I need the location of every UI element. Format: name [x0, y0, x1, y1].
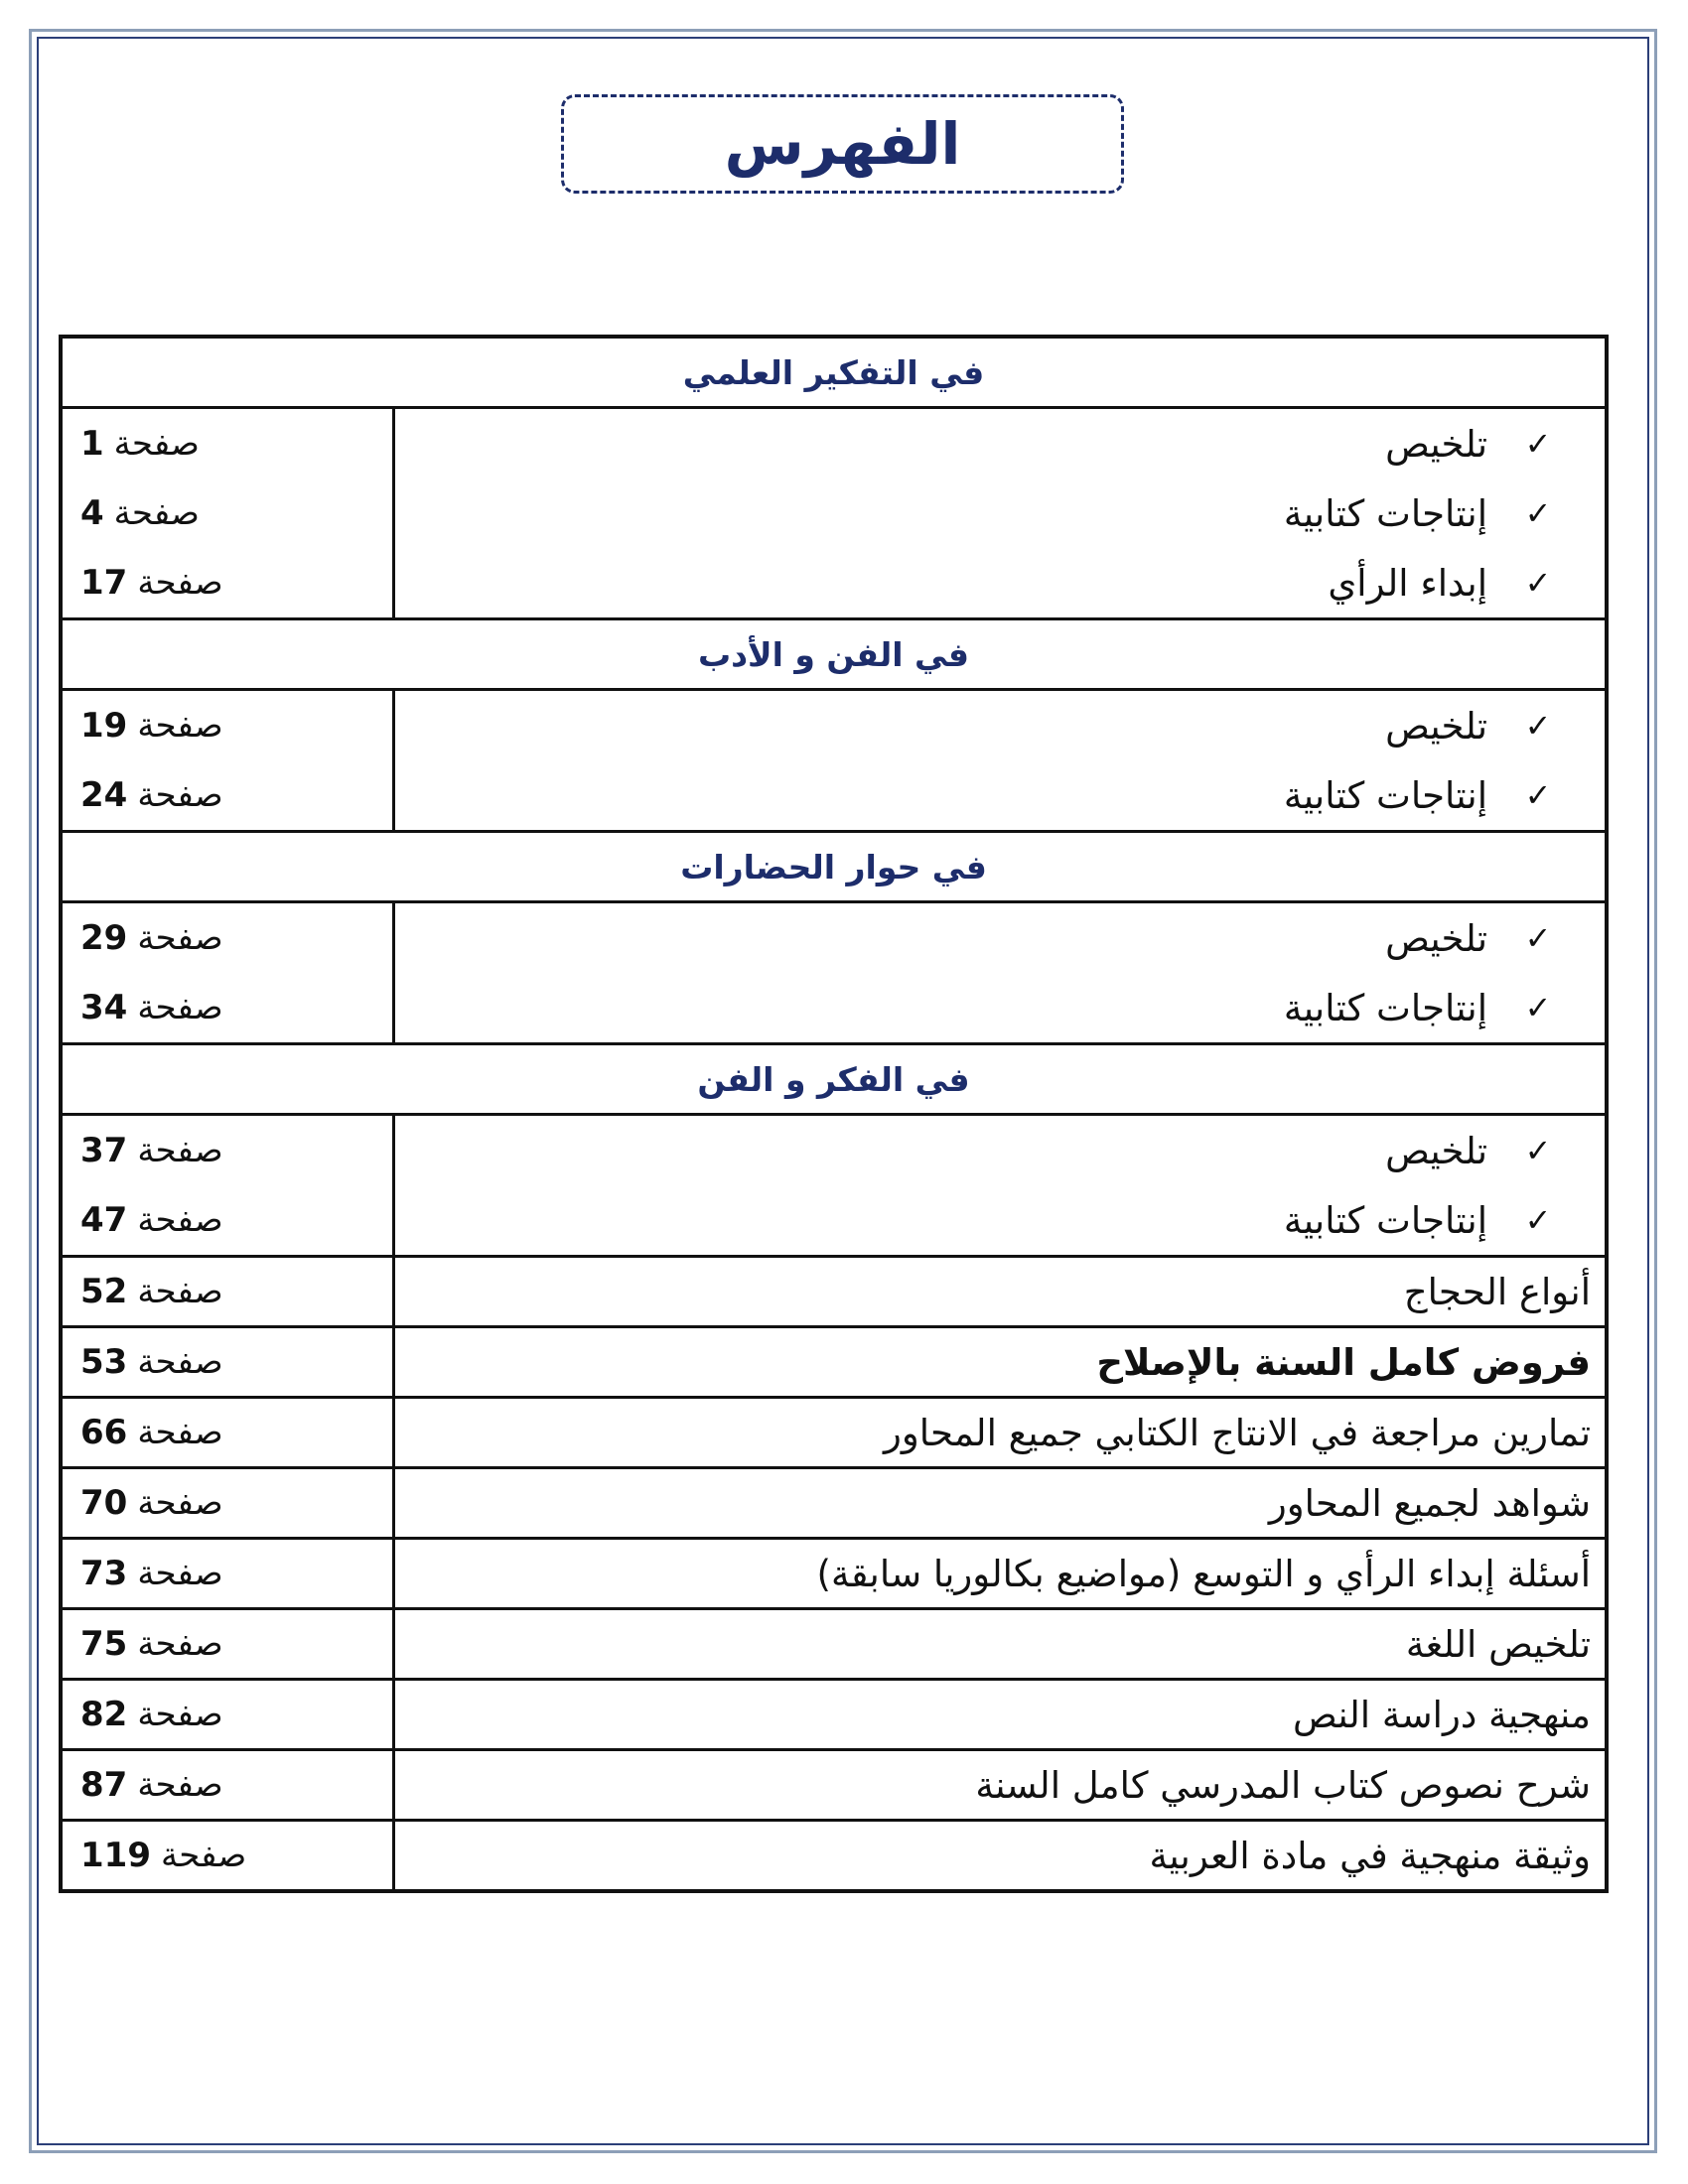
page-word: صفحة [137, 1554, 223, 1593]
section-header [61, 1044, 1607, 1115]
page-word: صفحة [137, 918, 223, 958]
page-word: صفحة [137, 1131, 223, 1170]
page-number: 34 [80, 988, 128, 1027]
page-number: 52 [80, 1272, 128, 1311]
section-block [61, 690, 1607, 832]
page-number: 87 [80, 1765, 128, 1805]
page-number: 82 [80, 1695, 128, 1734]
page-ref [63, 1185, 392, 1255]
page-number: 73 [80, 1554, 128, 1593]
toc-entry-row[interactable] [61, 1327, 1607, 1398]
page-number: 29 [80, 918, 128, 958]
page-ref [63, 691, 392, 760]
section-heading: في الفن و الأدب [61, 619, 1607, 690]
page-word: صفحة [137, 1200, 223, 1240]
page-word: صفحة [137, 988, 223, 1027]
page-number: 37 [80, 1131, 128, 1170]
page-word: صفحة [137, 706, 223, 746]
section-header [61, 832, 1607, 902]
page-number: 119 [80, 1836, 151, 1875]
page-ref [63, 903, 392, 973]
page-word: صفحة [137, 1765, 223, 1805]
toc-entry-label: تمارين مراجعة في الانتاج الكتابي جميع المحاور [884, 1411, 1591, 1454]
page-ref [63, 760, 392, 830]
toc-entry-row[interactable] [61, 1750, 1607, 1821]
section-header [61, 337, 1607, 408]
toc-entry-row[interactable] [61, 1680, 1607, 1750]
page-ref [63, 1116, 392, 1185]
toc-entry-row[interactable] [61, 1539, 1607, 1609]
toc-item-label: تلخيص [1385, 422, 1487, 466]
page-ref [63, 1554, 392, 1593]
page-number: 17 [80, 563, 128, 603]
page-word: صفحة [137, 1413, 223, 1452]
toc-item-label: إنتاجات كتابية [1283, 1198, 1487, 1242]
page-ref [63, 1765, 392, 1805]
toc-item-label: تلخيص [1385, 704, 1487, 748]
check-icon: ✓ [1524, 564, 1552, 602]
page-number: 66 [80, 1413, 128, 1452]
toc-entry-row[interactable] [61, 1609, 1607, 1680]
page-word: صفحة [137, 1342, 223, 1382]
page-number: 24 [80, 775, 128, 815]
section-heading: في التفكير العلمي [61, 337, 1607, 408]
page-title: الفهرس [724, 110, 961, 178]
page-ref [63, 1836, 392, 1875]
toc-item-label: تلخيص [1385, 916, 1487, 960]
toc-entry-label: أنواع الحجاج [1403, 1270, 1591, 1313]
table-of-contents [59, 335, 1609, 1893]
section-block [61, 1115, 1607, 1257]
section-header [61, 619, 1607, 690]
toc-entry-label: فروض كامل السنة بالإصلاح [1096, 1340, 1591, 1384]
page-word: صفحة [137, 775, 223, 815]
page-number: 19 [80, 706, 128, 746]
toc-item[interactable] [395, 903, 1606, 973]
page-ref [63, 1342, 392, 1382]
toc-item-label: إبداء الرأي [1328, 561, 1487, 605]
section-heading: في الفكر و الفن [61, 1044, 1607, 1115]
page-ref [63, 1272, 392, 1311]
page-word: صفحة [137, 1483, 223, 1523]
check-icon: ✓ [1524, 919, 1552, 957]
page-word: صفحة [113, 493, 200, 533]
page-ref [63, 1413, 392, 1452]
page-ref [63, 973, 392, 1042]
toc-item[interactable] [395, 548, 1606, 617]
check-icon: ✓ [1524, 1201, 1552, 1239]
page-ref [63, 1483, 392, 1523]
title-box [561, 94, 1124, 194]
page-number: 47 [80, 1200, 128, 1240]
check-icon: ✓ [1524, 776, 1552, 814]
section-block [61, 408, 1607, 619]
toc-entry-row[interactable] [61, 1468, 1607, 1539]
page-number: 4 [80, 493, 104, 533]
page-number: 1 [80, 424, 104, 464]
page-word: صفحة [137, 1272, 223, 1311]
toc-entry-row[interactable] [61, 1821, 1607, 1892]
page-ref [63, 1624, 392, 1664]
toc-entry-row[interactable] [61, 1398, 1607, 1468]
page-ref [63, 409, 392, 478]
toc-entry-label: منهجية دراسة النص [1293, 1693, 1591, 1736]
toc-item[interactable] [395, 409, 1606, 478]
toc-item-label: إنتاجات كتابية [1283, 491, 1487, 535]
toc-item[interactable] [395, 1116, 1606, 1185]
toc-item[interactable] [395, 478, 1606, 548]
page-number: 75 [80, 1624, 128, 1664]
page-word: صفحة [137, 1695, 223, 1734]
toc-entry-label: أسئلة إبداء الرأي و التوسع (مواضيع بكالوريا سابقة) [816, 1552, 1591, 1595]
page-ref [63, 478, 392, 548]
toc-entry-label: تلخيص اللغة [1405, 1622, 1591, 1666]
page-ref [63, 548, 392, 617]
toc-item[interactable] [395, 691, 1606, 760]
toc-entry-label: شرح نصوص كتاب المدرسي كامل السنة [975, 1763, 1591, 1807]
page-number: 53 [80, 1342, 128, 1382]
toc-entry-label: شواهد لجميع المحاور [1268, 1481, 1591, 1525]
toc-item-label: إنتاجات كتابية [1283, 773, 1487, 817]
page-ref [63, 1695, 392, 1734]
toc-item[interactable] [395, 760, 1606, 830]
page-word: صفحة [137, 1624, 223, 1664]
page-word: صفحة [113, 424, 200, 464]
page-number: 70 [80, 1483, 128, 1523]
check-icon: ✓ [1524, 1132, 1552, 1169]
toc-item-label: تلخيص [1385, 1129, 1487, 1172]
toc-item[interactable] [395, 1185, 1606, 1255]
toc-item-label: إنتاجات كتابية [1283, 986, 1487, 1029]
section-heading: في حوار الحضارات [61, 832, 1607, 902]
check-icon: ✓ [1524, 989, 1552, 1026]
toc-item[interactable] [395, 973, 1606, 1042]
check-icon: ✓ [1524, 494, 1552, 532]
check-icon: ✓ [1524, 425, 1552, 463]
toc-entry-row[interactable] [61, 1257, 1607, 1327]
check-icon: ✓ [1524, 707, 1552, 745]
page-word: صفحة [137, 563, 223, 603]
section-block [61, 902, 1607, 1044]
toc-entry-label: وثيقة منهجية في مادة العربية [1149, 1834, 1591, 1877]
page-word: صفحة [160, 1836, 247, 1875]
